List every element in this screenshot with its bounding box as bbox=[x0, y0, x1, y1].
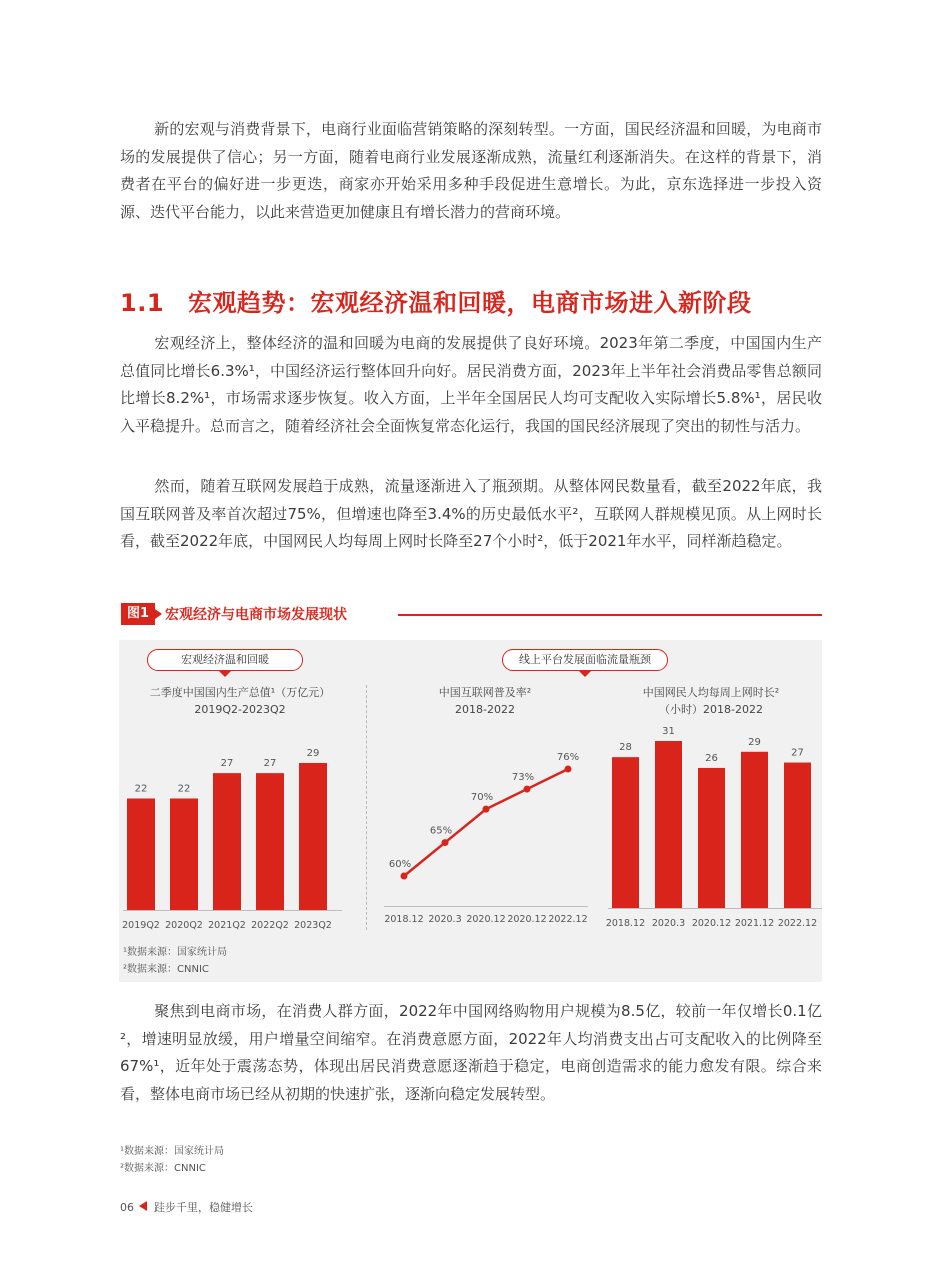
figure-rule bbox=[398, 614, 822, 616]
chart1-tick-label: 2019Q2 bbox=[122, 920, 160, 931]
page-number: 06 bbox=[120, 1201, 134, 1214]
figure-tag: 图1 bbox=[121, 603, 155, 625]
chart3-data-label: 27 bbox=[791, 747, 804, 759]
chart1-data-label: 22 bbox=[134, 783, 148, 795]
footnote-1: ¹数据来源：国家统计局 bbox=[120, 1146, 225, 1157]
chart1-tick-label: 2022Q2 bbox=[251, 920, 289, 931]
chart3-bar bbox=[655, 741, 682, 908]
chart2-data-label: 73% bbox=[511, 772, 535, 784]
section-number: 1.1 bbox=[120, 289, 165, 317]
body-paragraph-1: 宏观经济上，整体经济的温和回暖为电商的发展提供了良好环境。2023年第二季度，中国国内生产总值同比增长6.3%¹，中国经济运行整体回升向好。居民消费方面，2023年上半年社会消费品零售总额同比增长8.2%¹，市场需求逐步恢复。收入方面，上半年全国居民人均可支配收入实际增长5.8%¹，居民收入平稳提升。总而言之，随着经济社会全面恢复常态化运行，我国的国民经济展现了突出的韧性与活力。 bbox=[120, 334, 822, 435]
section-title: 宏观趋势：宏观经济温和回暖，电商市场进入新阶段 bbox=[188, 289, 752, 317]
chart3-bar bbox=[741, 752, 768, 908]
page-footer bbox=[120, 1199, 253, 1215]
figure-source-2: ²数据来源：CNNIC bbox=[123, 964, 209, 975]
chart2-line bbox=[404, 769, 568, 876]
chart2-tick-label: 2020.12 bbox=[507, 914, 547, 925]
chart2-point bbox=[483, 806, 490, 813]
chart2-point bbox=[401, 873, 408, 880]
chart1-tick-label: 2020Q2 bbox=[165, 920, 203, 931]
chart2-title: 中国互联网普及率² 2018-2022 bbox=[438, 686, 532, 716]
chart1-bar bbox=[213, 773, 241, 910]
chart3-bar bbox=[612, 757, 639, 908]
chart3-data-label: 29 bbox=[748, 736, 761, 748]
figure-panel bbox=[119, 640, 822, 982]
callout-left: 宏观经济温和回暖 bbox=[147, 649, 303, 671]
page-footnotes bbox=[120, 1143, 224, 1177]
callout-right: 线上平台发展面临流量瓶颈 bbox=[502, 649, 668, 671]
body-paragraph-2: 然而，随着互联网发展趋于成熟，流量逐渐进入了瓶颈期。从整体网民数量看，截至2022年底，我国互联网普及率首次超过75%，但增速也降至3.4%的历史最低水平²，互联网人群规模见顶。从上网时长看，截至2022年底，中国网民人均每周上网时长降至27个小时²，低于2021年水平，同样渐趋稳定。 bbox=[120, 477, 822, 550]
chart2-point bbox=[565, 766, 572, 773]
chart1-title: 二季度中国国内生产总值¹（万亿元） 2019Q2-2023Q2 bbox=[149, 686, 331, 716]
chart1-bar bbox=[170, 798, 198, 910]
chart3-title: 中国网民人均每周上网时长² （小时）2018-2022 bbox=[642, 686, 780, 716]
chart2-tick-label: 2022.12 bbox=[548, 914, 588, 925]
chart1-bar bbox=[299, 763, 327, 910]
chart3-tick-label: 2020.3 bbox=[651, 918, 686, 929]
chart1-data-label: 29 bbox=[306, 748, 320, 759]
chart1-data-label: 27 bbox=[220, 758, 234, 770]
chart3-bar bbox=[784, 763, 811, 908]
chart3-tick-label: 2018.12 bbox=[605, 918, 646, 929]
chart3-tick-label: 2021.12 bbox=[734, 918, 775, 929]
chart2-tick-label: 2020.12 bbox=[466, 914, 506, 925]
chart1-data-label: 27 bbox=[263, 758, 277, 770]
chart2-data-label: 65% bbox=[429, 825, 453, 837]
chart3-data-label: 28 bbox=[619, 742, 632, 754]
chart2-point bbox=[442, 839, 449, 846]
figure-sources bbox=[123, 944, 227, 978]
chart1-tick-label: 2023Q2 bbox=[294, 920, 332, 931]
section-heading bbox=[120, 283, 752, 318]
chart3-tick-label: 2020.12 bbox=[691, 918, 732, 929]
figure-header bbox=[121, 601, 822, 627]
chart3-tick-label: 2022.12 bbox=[777, 918, 818, 929]
footer-arrow-icon bbox=[139, 1201, 147, 1211]
chart3-bar bbox=[698, 768, 725, 908]
chart2-data-label: 70% bbox=[470, 792, 494, 804]
chart2-tick-label: 2020.3 bbox=[428, 914, 462, 925]
chart1-data-label: 22 bbox=[177, 783, 191, 795]
intro-paragraph: 新的宏观与消费背景下，电商行业面临营销策略的深刻转型。一方面，国民经济温和回暖，为电商市场的发展提供了信心；另一方面，随着电商行业发展逐渐成熟，流量红利逐渐消失。在这样的背景下，消费者在平台的偏好进一步更迭，商家亦开始采用多种手段促进生意增长。为此，京东选择进一步投入资源、迭代平台能力，以此来营造更加健康且有增长潜力的营商环境。 bbox=[120, 120, 822, 221]
chart3-data-label: 31 bbox=[662, 726, 675, 737]
charts-svg bbox=[119, 640, 822, 982]
body-paragraph-3: 聚焦到电商市场，在消费人群方面，2022年中国网络购物用户规模为8.5亿，较前一年仅增长0.1亿²，增速明显放缓，用户增量空间缩窄。在消费意愿方面，2022年人均消费支出占可支配收入的比例降至67%¹，近年处于震荡态势，体现出居民消费意愿逐渐趋于稳定，电商创造需求的能力愈发有限。综合来看，整体电商市场已经从初期的快速扩张，逐渐向稳定发展转型。 bbox=[120, 1002, 822, 1103]
chart2-point bbox=[524, 786, 531, 793]
chart1-bar bbox=[256, 773, 284, 910]
chart2-tick-label: 2018.12 bbox=[384, 914, 424, 925]
figure-title: 宏观经济与电商市场发展现状 bbox=[165, 607, 347, 623]
chart1-tick-label: 2021Q2 bbox=[208, 920, 246, 931]
chart1-bar bbox=[127, 798, 155, 910]
chart3-data-label: 26 bbox=[705, 752, 718, 764]
footnote-2: ²数据来源：CNNIC bbox=[120, 1163, 206, 1174]
figure-source-1: ¹数据来源：国家统计局 bbox=[123, 947, 228, 958]
footer-text: 跬步千里，稳健增长 bbox=[154, 1201, 253, 1214]
chart2-data-label: 76% bbox=[556, 752, 580, 763]
chart2-data-label: 60% bbox=[388, 859, 412, 870]
